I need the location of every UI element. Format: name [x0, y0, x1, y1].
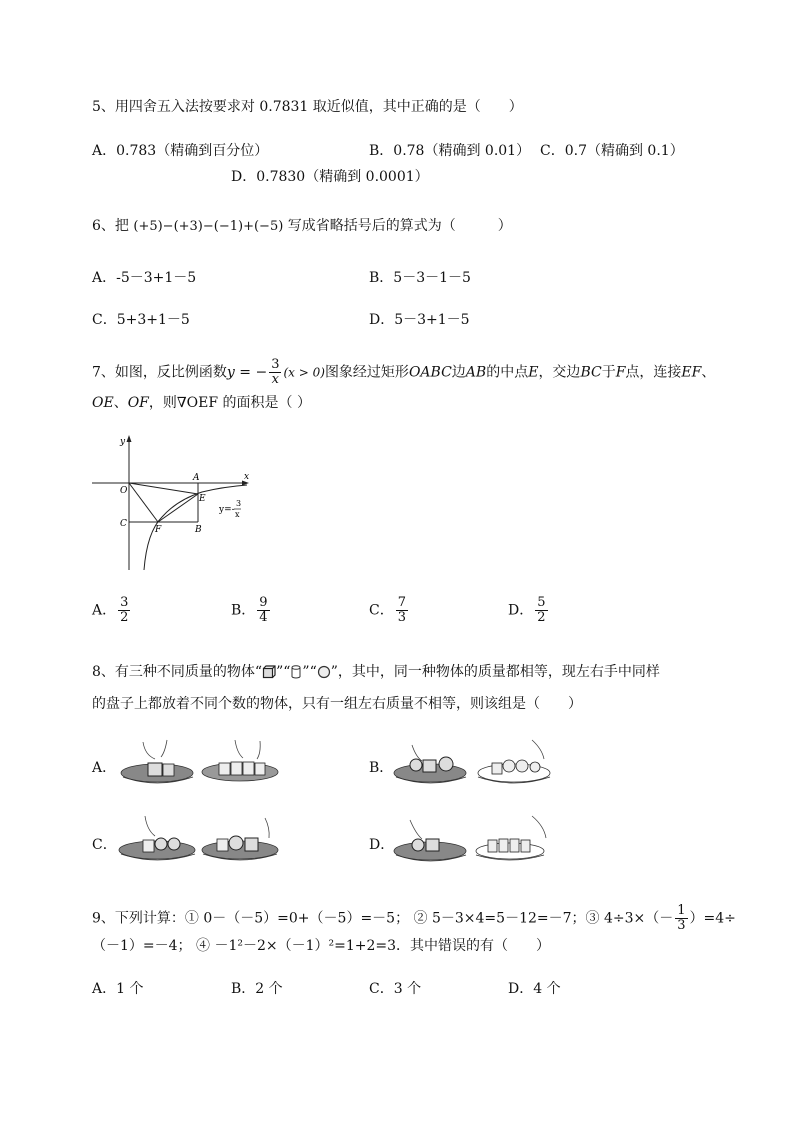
q7-graph-label-x: x — [244, 472, 250, 482]
q6-expression: (+5)−(+3)−(−1)+(−5) — [133, 219, 284, 234]
q7-option-c-num: 7 — [397, 595, 406, 610]
q7-option-b-num: 9 — [259, 595, 268, 610]
q7-option-c-den: 3 — [397, 610, 406, 625]
q7-graph-label-y: y — [120, 437, 126, 447]
q6-option-c: C．5+3+1－5 — [92, 312, 190, 328]
q5-option-c: C．0.7（精确到 0.1） — [540, 143, 684, 159]
q7-graph-seg-ef — [158, 494, 198, 522]
q7-point-e: E — [528, 364, 539, 381]
q8-stem-b: ”“ — [276, 664, 291, 680]
q7-stem-line2 — [92, 393, 311, 413]
cube-object-icon — [262, 665, 276, 679]
q7-rect-name: OABC — [408, 364, 452, 381]
q8-option-d-image — [392, 812, 557, 870]
q7-option-a-label: A． — [92, 602, 117, 619]
q7-option-b-label: B． — [231, 602, 256, 619]
q7-graph-label-a: A — [193, 473, 200, 483]
q6-option-b: B．5－3－1－5 — [369, 270, 471, 286]
q9-option-a: A．1 个 — [92, 981, 144, 997]
q7-graph-curve-label: y=- — [219, 505, 235, 515]
q7-func-cond: (x > 0) — [283, 365, 325, 380]
q7-option-a — [92, 596, 132, 625]
q7-option-d-den: 2 — [537, 610, 546, 625]
q8-option-a-label: A． — [92, 760, 117, 776]
q7-option-d-label: D． — [508, 602, 534, 619]
q8-option-b-image — [392, 735, 557, 793]
q7-sep: 、 — [113, 395, 128, 411]
q8-option-d-label: D． — [369, 837, 395, 853]
q9-fraction — [675, 904, 687, 933]
q8-stem-c: ”“ — [302, 664, 317, 680]
q9-stem-line2: （－1）=－4； ④ －1²－2×（－1）²=1+2=3．其中错误的有（ ） — [92, 938, 551, 954]
q7-graph-curve-den: x — [235, 510, 240, 519]
q6-option-a: A．-5－3+1－5 — [92, 270, 197, 286]
q7-stem-line1 — [92, 358, 715, 387]
q8-stem-line1 — [92, 662, 660, 682]
q8-option-c-label: C． — [92, 837, 117, 853]
q7-option-d — [508, 596, 550, 625]
q7-graph-label-c: C — [120, 519, 127, 529]
q7-option-b — [231, 596, 272, 625]
cylinder-object-icon — [290, 665, 302, 679]
q5-option-a: A．0.783（精确到百分位） — [92, 143, 269, 159]
q7-side-bc: BC — [580, 364, 602, 381]
q7-option-b-den: 4 — [259, 610, 268, 625]
q7-graph-label-o: O — [120, 486, 128, 496]
q9-line1-b: ）=4÷ — [689, 910, 736, 927]
q7-conn-text: 点，连接 — [625, 364, 682, 381]
q8-stem-line2: 的盘子上都放着不同个数的物体，只有一组左右质量不相等，则该组是（ ） — [92, 696, 582, 712]
q7-graph-seg-oe — [129, 483, 198, 494]
q9-option-c: C．3 个 — [369, 981, 422, 997]
q9-frac-num: 1 — [677, 903, 686, 918]
q7-comma: 、 — [701, 364, 716, 381]
q7-graph-y-arrow — [127, 435, 132, 442]
q7-option-a-num: 3 — [120, 595, 129, 610]
q7-graph-label-b: B — [195, 525, 202, 535]
q6-stem-suffix: 写成省略括号后的算式为（ ） — [287, 218, 512, 234]
q7-graph-label-f: F — [155, 525, 162, 535]
q7-func-den: x — [271, 372, 280, 387]
q6-stem-prefix: 6、把 — [92, 218, 129, 234]
q7-cross-text: ，交边 — [538, 364, 581, 381]
q7-graph-seg-of — [129, 483, 158, 522]
q5-option-b: B．0.78（精确到 0.01） — [369, 143, 531, 159]
q7-side-text: 边 — [451, 364, 466, 381]
ball-object-icon — [317, 665, 331, 679]
q8-stem-d: ”，其中，同一种物体的质量都相等，现左右手中同样 — [330, 664, 660, 680]
q7-point-f: F — [615, 364, 626, 381]
q9-option-d: D．4 个 — [508, 981, 561, 997]
q8-option-c-image — [115, 812, 280, 870]
q7-stem-mid: 图象经过矩形 — [324, 364, 409, 381]
q9-stem-line1 — [92, 904, 736, 933]
q9-frac-den: 3 — [677, 918, 686, 933]
q7-stem-rest: ，则∇OEF 的面积是（ ） — [148, 395, 311, 411]
q7-side-name: AB — [465, 364, 487, 381]
q7-stem-prefix: 7、如图，反比例函数 — [92, 364, 227, 381]
q7-func-y: y = − — [226, 364, 268, 381]
q7-option-d-num: 5 — [537, 595, 546, 610]
q7-func-fraction — [269, 358, 281, 387]
q7-func-num: 3 — [271, 357, 280, 372]
q7-graph — [92, 432, 262, 572]
q7-graph-label-e: E — [199, 494, 206, 504]
q7-seg-of: OF — [127, 395, 149, 411]
q8-stem-a: 8、有三种不同质量的物体“ — [92, 664, 263, 680]
q5-stem: 5、用四舍五入法按要求对 0.7831 取近似值，其中正确的是（ ） — [92, 99, 523, 115]
q7-seg-oe: OE — [92, 395, 114, 411]
q8-option-a-image — [115, 737, 280, 792]
q7-seg-ef: EF — [681, 364, 702, 381]
q7-option-c-label: C． — [369, 602, 394, 619]
q8-option-b-label: B． — [369, 760, 394, 776]
q9-line1-a: 9、下列计算：① 0－（－5）=0+（－5）=－5； ② 5－3×4=5－12=－7；③ 4÷3×（－ — [92, 910, 674, 927]
q7-graph-curve-num: 3 — [236, 499, 242, 508]
q9-option-b: B．2 个 — [231, 981, 283, 997]
q7-at-text: 于 — [601, 364, 616, 381]
q6-option-d: D．5－3+1－5 — [369, 312, 470, 328]
q7-mid-text: 的中点 — [486, 364, 529, 381]
q6-stem — [92, 216, 512, 237]
q7-option-a-den: 2 — [120, 610, 129, 625]
q7-option-c — [369, 596, 410, 625]
q5-option-d: D．0.7830（精确到 0.0001） — [231, 169, 429, 185]
